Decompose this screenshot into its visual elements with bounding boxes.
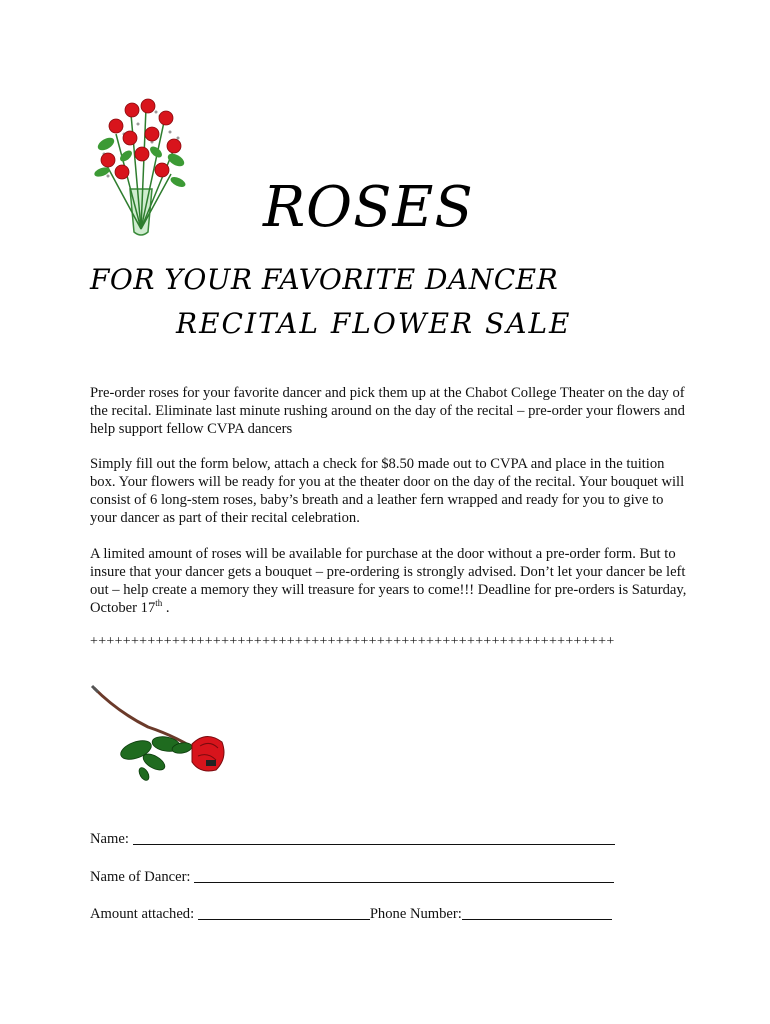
rose-bouquet-vase-icon — [86, 94, 196, 239]
dancer-name-input-line[interactable] — [194, 868, 614, 883]
dancer-field-row — [90, 866, 614, 886]
amount-label: Amount attached: — [90, 906, 195, 922]
subtitle-line-1: FOR YOUR FAVORITE DANCER — [90, 263, 559, 296]
subtitle-line-2: RECITAL FLOWER SALE — [176, 307, 572, 340]
name-label: Name: — [90, 831, 129, 847]
deadline-paragraph — [90, 545, 690, 617]
amount-input-line[interactable] — [198, 905, 370, 920]
page-title: ROSES — [263, 175, 474, 240]
phone-label: Phone Number: — [369, 906, 462, 922]
phone-input-line[interactable] — [462, 905, 612, 920]
name-input-line[interactable] — [133, 830, 615, 845]
name-field-row — [90, 828, 615, 848]
deadline-text: A limited amount of roses will be available for purchase at the door without a pre-order form. But to insure that your dancer gets a bouquet – pre-ordering is strongly advised. Don’t let your dancer be left out – help create a memory they will treasure for years to come!!! Deadline for pre-orders is Saturday, October 17 — [90, 546, 687, 616]
instructions-paragraph: Simply fill out the form below, attach a check for $8.50 made out to CVPA and place in the tuition box. Your flowers will be ready for you at the theater door on the day of the recital. Your bouquet will consist of 6 long-stem roses, baby’s breath and a leather fern wrapped and ready for you to give to your dancer as part of their recital celebration. — [90, 456, 685, 526]
single-rose-icon — [88, 682, 233, 792]
amount-phone-row — [90, 903, 612, 923]
separator-line: ++++++++++++++++++++++++++++++++++++++++++++++++++++++++++++++++ — [90, 634, 615, 649]
dancer-name-label: Name of Dancer: — [90, 869, 191, 885]
date-suffix: th — [155, 598, 163, 609]
intro-paragraph: Pre-order roses for your favorite dancer and pick them up at the Chabot College Theater on the day of the recital. Eliminate last minute rushing around on the day of the recital – pre-order your flowers and help support fellow CVPA dancers — [90, 385, 685, 437]
deadline-end: . — [162, 600, 170, 616]
